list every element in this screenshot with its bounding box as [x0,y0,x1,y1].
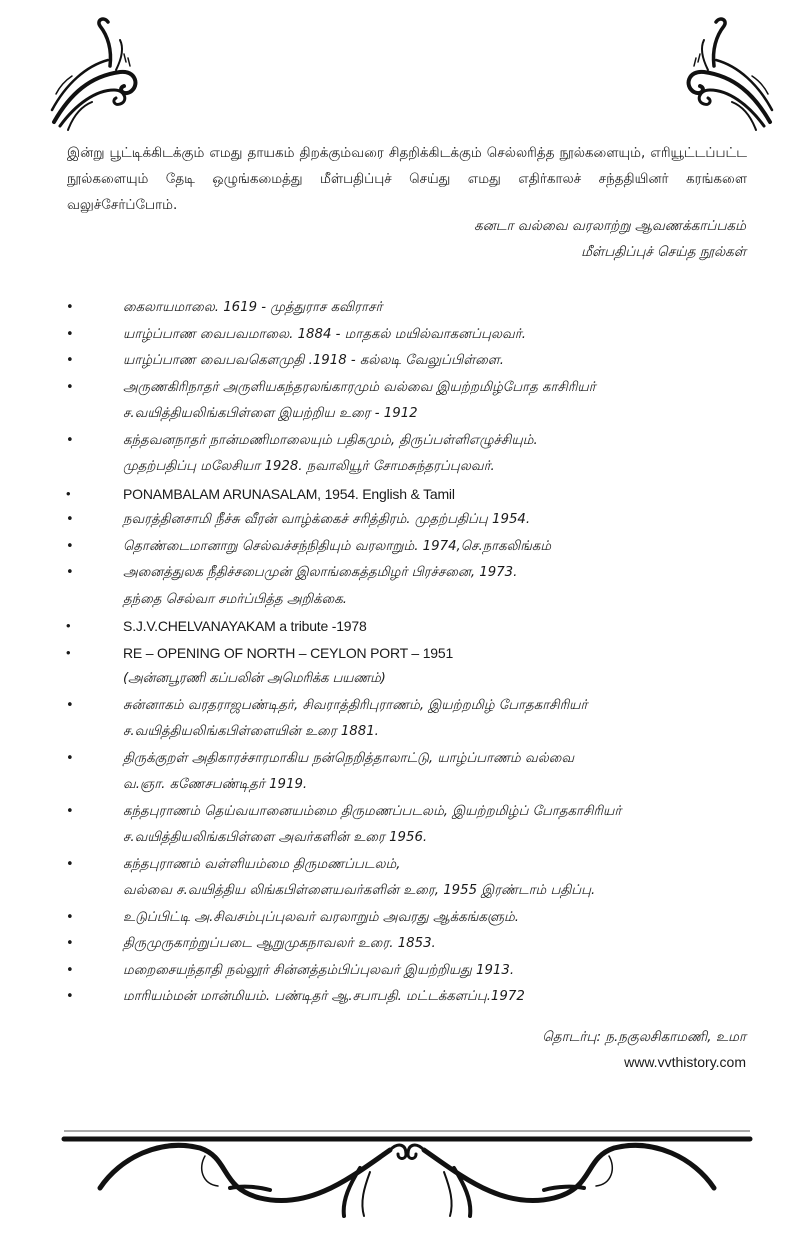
book-title: கைலாயமாலை. 1619 - முத்துராச கவிராசர் [123,300,383,315]
book-detail: ச.வயித்தியலிங்கபிள்ளை இயற்றிய உரை - 1912 [123,406,418,421]
intro-paragraph: இன்று பூட்டிக்கிடக்கும் எமது தாயகம் திறக்கும்வரை சிதறிக்கிடக்கும் செல்லரித்த நூல்களையும், எரியூட்டப்பட்ட நூல்களையும் தேடி ஒழுங்கமைத்து மீள்பதிப்புச் செய்து எமது எதிர்காலச் சந்ததியினர் கரங்களை வலுச்சேர்ப்போம். [67,145,747,213]
list-item [66,481,766,508]
list-item [66,984,766,1011]
list-item [66,746,766,799]
list-item [66,905,766,932]
book-title: திருக்குறள் அதிகாரச்சாரமாகிய நன்நெறித்தாலாட்டு, யாழ்ப்பாணம் வல்வை [123,750,575,766]
list-item [66,693,766,746]
bullet-icon: • [66,326,74,342]
bullet-icon: • [66,962,74,978]
book-title: கந்தபுராணம் வள்ளியம்மை திருமணப்படலம், [123,856,401,872]
bullet-icon: • [66,379,74,395]
book-detail: ச.வயித்தியலிங்கபிள்ளை அவர்களின் உரை 1956. [123,830,428,845]
book-title: நவரத்தினசாமி நீச்சு வீரன் வாழ்க்கைச் சரித்திரம். முதற்பதிப்பு 1954. [123,512,531,527]
bullet-icon: • [66,618,71,633]
bullet-icon: • [66,300,74,315]
bullet-icon: • [66,353,74,368]
book-title: தொண்டைமானாறு செல்வச்சந்நிதியும் வரலாறும். 1974,செ.நாகலிங்கம் [123,538,552,554]
bullet-icon: • [66,538,74,554]
book-title: உடுப்பிட்டி அ.சிவசம்புப்புலவர் வரலாறும் அவரது ஆக்கங்களும். [123,909,519,925]
list-item [66,507,766,534]
republished-books-list [66,295,766,1011]
book-title: யாழ்ப்பாண வைபவமாலை. 1884 - மாதகல் மயில்வாகனப்புலவர். [123,326,526,342]
list-item [66,322,766,349]
list-item [66,534,766,561]
bullet-icon: • [66,909,74,925]
list-item [66,375,766,428]
flourish-ornament-top-left-icon [50,14,142,132]
book-title: மாரியம்மன் மான்மியம். பண்டிதர் ஆ.சபாபதி. மட்டக்களப்பு.1972 [123,989,525,1004]
bullet-icon: • [66,432,74,448]
book-title: RE – OPENING OF NORTH – CEYLON PORT – 1951 [123,644,454,661]
book-title: மறைசையந்தாதி நல்லூர் சின்னத்தம்பிப்புலவர் இயற்றியது 1913. [123,962,515,978]
list-item [66,295,766,322]
book-title: PONAMBALAM ARUNASALAM, 1954. English & Tamil [123,485,455,502]
list-item [66,613,766,640]
flourish-ornament-top-right-icon [682,14,774,132]
list-item [66,799,766,852]
book-detail: வ.ஞா. கணேசபண்டிதர் 1919. [123,777,308,792]
list-item [66,958,766,985]
organization-name: கனடா வல்வை வரலாற்று ஆவணக்காப்பகம் [474,218,746,234]
book-detail: முதற்பதிப்பு மலேசியா 1928. நவாலியூர் சோமசுந்தரப்புலவர். [123,459,495,474]
book-detail: (அன்னபூரணி கப்பலின் அமெரிக்க பயணம்) [123,671,386,686]
bullet-icon: • [66,936,74,951]
list-item [66,348,766,375]
bullet-icon: • [66,644,71,660]
book-title: சுன்னாகம் வரதராஜபண்டிதர், சிவராத்திரிபுராணம், இயற்றமிழ் போதகாசிரியர் [123,697,588,713]
bullet-icon: • [66,512,74,527]
bullet-icon: • [66,856,74,872]
book-title: கந்தபுராணம் தெய்வயானையம்மை திருமணப்படலம், இயற்றமிழ்ப் போதகாசிரியர் [123,803,622,819]
list-item [66,640,766,693]
book-detail: ச.வயித்தியலிங்கபிள்ளையின் உரை 1881. [123,724,379,739]
bullet-icon: • [66,803,74,819]
list-item [66,560,766,613]
book-title: யாழ்ப்பாண வைபவகௌமுதி .1918 - கல்லடி வேலுப்பிள்ளை. [123,353,504,368]
website-link[interactable]: www.vvthistory.com [624,1054,746,1070]
book-title: அனைத்துலக நீதிச்சபைமுன் இலாங்கைத்தமிழர் பிரச்சனை, 1973. [123,565,518,580]
book-title: அருணகிரிநாதர் அருளியகந்தரலங்காரமும் வல்வை இயற்றமிழ்போத காசிரியர் [123,379,596,395]
list-item [66,931,766,958]
scroll-divider-ornament-icon [60,1128,754,1218]
bullet-icon: • [66,750,74,766]
bullet-icon: • [66,565,74,580]
book-title: S.J.V.CHELVANAYAKAM a tribute -1978 [123,618,367,634]
list-item [66,428,766,481]
bullet-icon: • [66,989,74,1004]
contact-info: தொடர்பு: ந.நகுலசிகாமணி, உமா [542,1029,746,1045]
list-item [66,852,766,905]
book-detail: தந்தை செல்வா சமர்ப்பித்த அறிக்கை. [123,591,347,607]
book-title: திருமுருகாற்றுப்படை ஆறுமுகநாவலர் உரை. 1853. [123,936,436,951]
list-heading: மீள்பதிப்புச் செய்த நூல்கள் [581,244,746,260]
book-detail: வல்வை ச.வயித்திய லிங்கபிள்ளையவர்களின் உரை, 1955 இரண்டாம் பதிப்பு. [123,883,596,898]
bullet-icon: • [66,485,71,501]
bullet-icon: • [66,697,74,713]
book-title: கந்தவனநாதர் நான்மணிமாலையும் பதிகமும், திருப்பள்ளிஎழுச்சியும். [123,432,538,448]
